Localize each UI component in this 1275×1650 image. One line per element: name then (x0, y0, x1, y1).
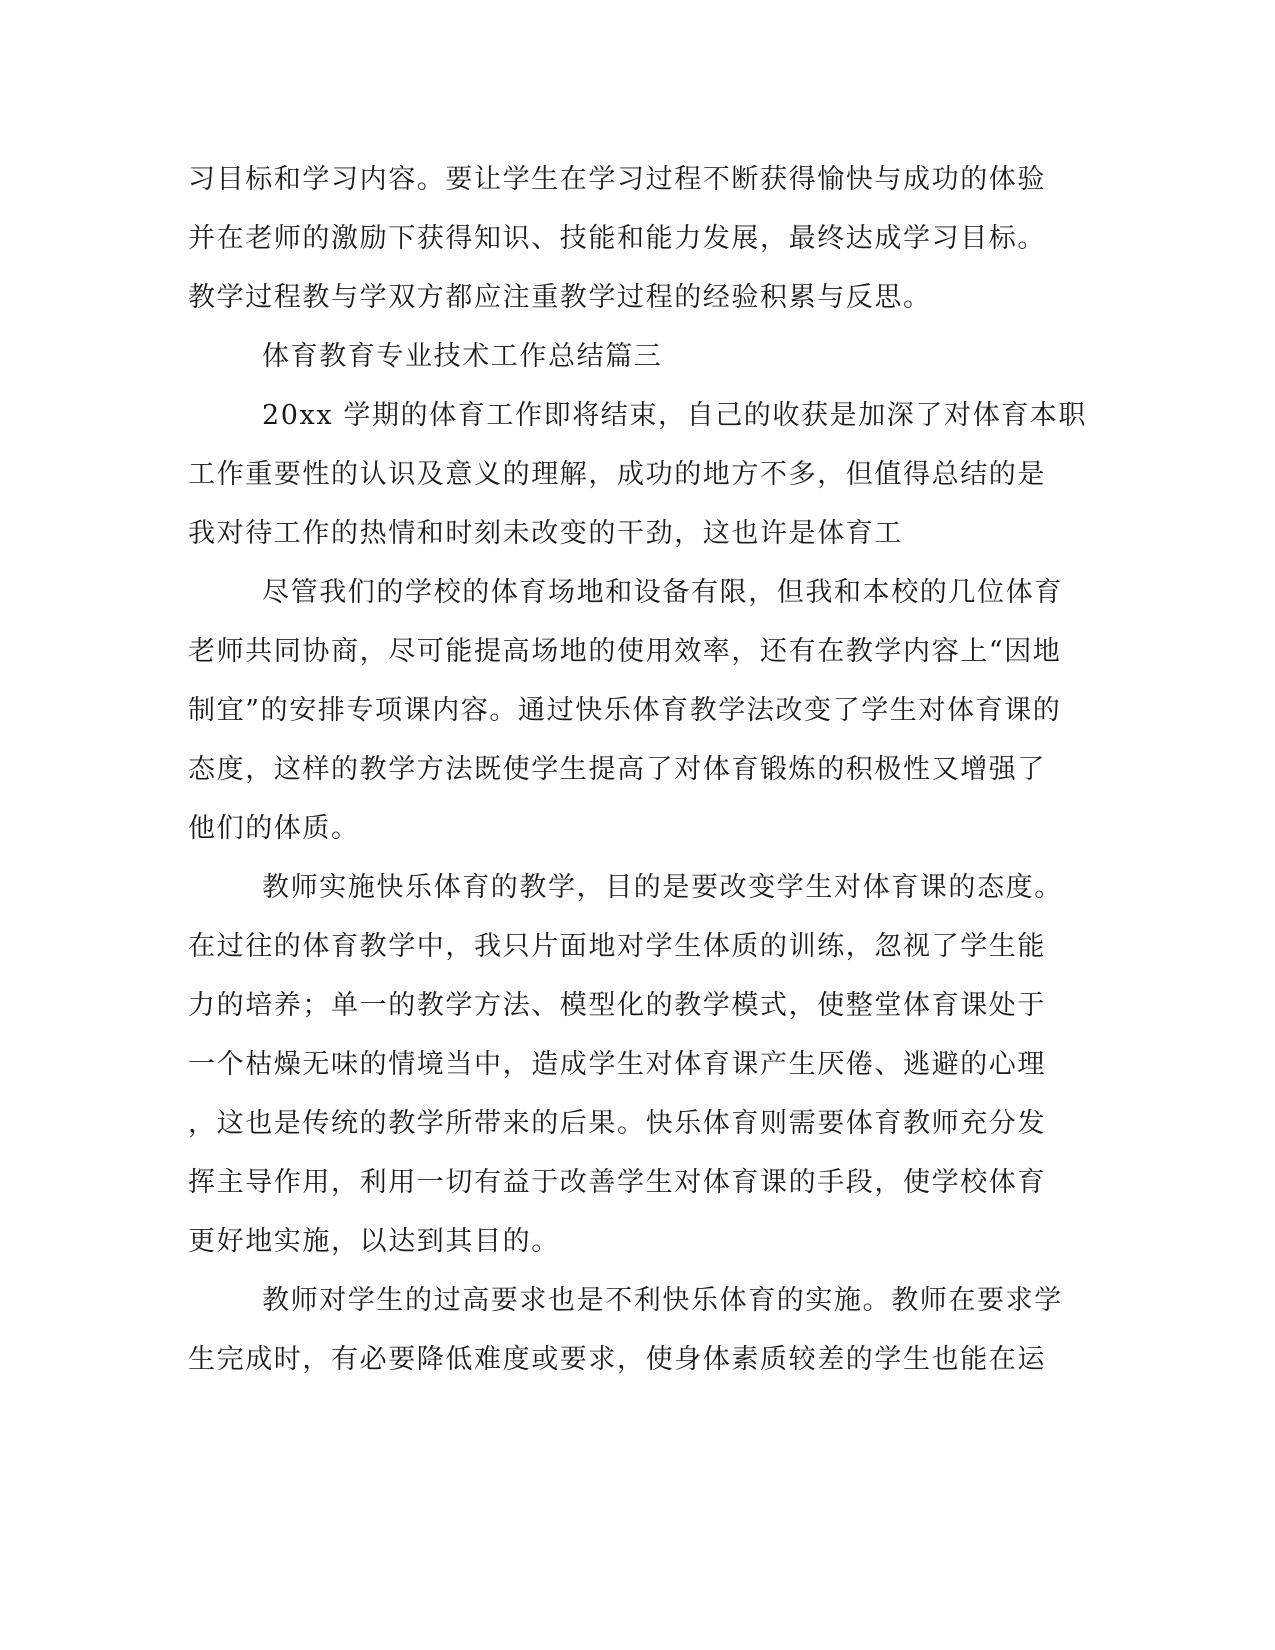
text-line: 老师共同协商，尽可能提高场地的使用效率，还有在教学内容上“因地 (188, 636, 1062, 667)
text-line: 尽管我们的学校的体育场地和设备有限，但我和本校的几位体育 (262, 577, 1063, 608)
text-line: 工作重要性的认识及意义的理解，成功的地方不多，但值得总结的是 (188, 459, 1046, 490)
text-line: 教师对学生的过高要求也是不利快乐体育的实施。教师在要求学 (262, 1285, 1063, 1316)
text-line: 态度，这样的教学方法既使学生提高了对体育锻炼的积极性又增强了 (188, 754, 1046, 785)
text-line: 我对待工作的热情和时刻未改变的干劲，这也许是体育工 (188, 518, 903, 549)
text-line: 他们的体质。 (188, 813, 360, 844)
text-line: 教学过程教与学双方都应注重教学过程的经验积累与反思。 (188, 282, 932, 313)
text-line: 力的培养；单一的教学方法、模型化的教学模式，使整堂体育课处于 (188, 990, 1046, 1021)
text-line: 制宜”的安排专项课内容。通过快乐体育教学法改变了学生对体育课的 (188, 695, 1062, 726)
text-line: ，这也是传统的教学所带来的后果。快乐体育则需要体育教师充分发 (188, 1108, 1046, 1139)
text-line: 一个枯燥无味的情境当中，造成学生对体育课产生厌倦、逃避的心理 (188, 1049, 1046, 1080)
text-line: 教师实施快乐体育的教学，目的是要改变学生对体育课的态度。 (262, 872, 1063, 903)
text-line: 更好地实施，以达到其目的。 (188, 1226, 560, 1257)
text-line: 并在老师的激励下获得知识、技能和能力发展，最终达成学习目标。 (188, 223, 1046, 254)
text-line: 20xx 学期的体育工作即将结束，自己的收获是加深了对体育本职 (262, 400, 1087, 431)
text-line: 在过往的体育教学中，我只片面地对学生体质的训练，忽视了学生能 (188, 931, 1046, 962)
text-line: 习目标和学习内容。要让学生在学习过程不断获得愉快与成功的体验 (188, 164, 1046, 195)
text-line: 生完成时，有必要降低难度或要求，使身体素质较差的学生也能在运 (188, 1344, 1046, 1375)
text-line: 挥主导作用，利用一切有益于改善学生对体育课的手段，使学校体育 (188, 1167, 1046, 1198)
section-heading: 体育教育专业技术工作总结篇三 (262, 341, 663, 372)
